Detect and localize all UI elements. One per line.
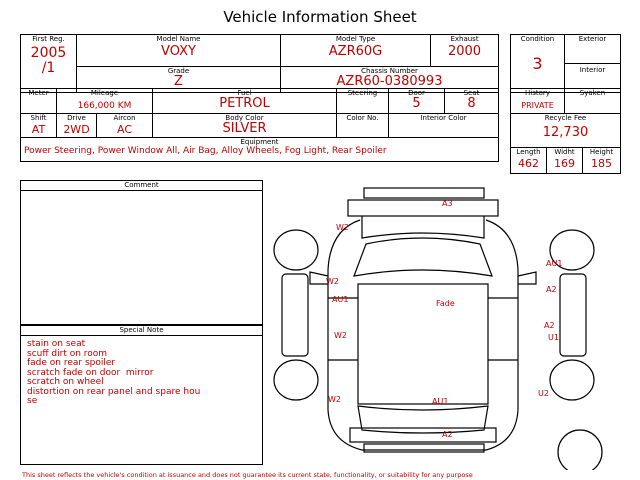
mileage-value: 166,000 KM xyxy=(77,101,132,111)
shift-value: AT xyxy=(31,123,46,136)
damage-mark: AU1 xyxy=(546,259,563,268)
comment-text xyxy=(21,191,262,199)
vehicle-spec-table xyxy=(20,88,499,162)
history-value: PRIVATE xyxy=(521,101,554,110)
vehicle-id-table xyxy=(20,34,499,93)
exhaust-cell xyxy=(431,35,499,67)
shift-label: Shift xyxy=(30,114,47,122)
recycle-label: Recycle Fee xyxy=(544,114,587,122)
seat-cell xyxy=(445,89,499,114)
left-side-panel xyxy=(282,274,308,356)
exterior-label: Exterior xyxy=(578,35,607,43)
equipment-cell xyxy=(21,138,499,162)
wheel-front-left xyxy=(274,230,318,270)
page-title: Vehicle Information Sheet xyxy=(223,8,417,26)
body-outline xyxy=(328,220,518,450)
interior-color-label: Interior Color xyxy=(420,114,467,122)
length-label: Length xyxy=(516,148,541,156)
condition-table xyxy=(510,34,621,93)
condition-cell xyxy=(511,35,565,93)
damage-mark: AU1 xyxy=(332,295,349,304)
condition-value: 3 xyxy=(532,54,543,73)
damage-mark: A2 xyxy=(544,321,555,330)
comment-box xyxy=(20,180,263,325)
model-type-label: Model Type xyxy=(335,35,376,43)
rear-window xyxy=(358,406,488,433)
drive-value: 2WD xyxy=(63,123,90,136)
height-label: Height xyxy=(589,148,614,156)
history-table xyxy=(510,88,621,148)
equipment-value: Power Steering, Power Window All, Air Bag, Alloy Wheels, Fog Light, Rear Spoiler xyxy=(24,146,387,156)
comment-label: Comment xyxy=(21,181,262,191)
special-note-label: Special Note xyxy=(21,326,262,336)
left-door-lines xyxy=(328,298,358,360)
drive-label: Drive xyxy=(67,114,86,122)
spare-tire xyxy=(558,430,602,470)
rear-panel xyxy=(350,428,496,442)
windshield xyxy=(354,238,492,276)
aircon-label: Aircon xyxy=(113,114,136,122)
right-mirror xyxy=(518,272,536,284)
steering-cell xyxy=(337,89,389,114)
height-cell xyxy=(583,148,621,174)
fuel-label: Fuel xyxy=(237,89,252,97)
damage-mark: W2 xyxy=(326,277,339,286)
shift-cell xyxy=(21,114,57,138)
seat-label: Seat xyxy=(463,89,480,97)
door-value: 5 xyxy=(412,96,421,111)
width-label: Widht xyxy=(554,148,575,156)
steering-label: Steering xyxy=(347,89,378,97)
width-value: 169 xyxy=(554,157,575,170)
height-value: 185 xyxy=(591,157,612,170)
right-side-panel xyxy=(560,274,586,356)
damage-mark: A2 xyxy=(546,285,557,294)
grade-label: Grade xyxy=(167,67,190,75)
damage-mark: W2 xyxy=(336,223,349,232)
fuel-cell xyxy=(153,89,337,114)
exhaust-value: 2000 xyxy=(447,44,482,59)
model-name-cell xyxy=(77,35,281,67)
first-reg-value: 2005 /1 xyxy=(30,45,67,76)
damage-mark: U1 xyxy=(548,333,559,342)
color-no-cell xyxy=(337,114,389,138)
recycle-cell xyxy=(511,114,621,148)
meter-cell xyxy=(21,89,57,114)
condition-label: Condition xyxy=(520,35,555,43)
model-name-value: VOXY xyxy=(161,44,196,59)
damage-mark: A3 xyxy=(442,199,453,208)
damage-mark: A2 xyxy=(442,430,453,439)
grade-value: Z xyxy=(174,74,183,89)
damage-mark: U2 xyxy=(538,389,549,398)
damage-mark: W2 xyxy=(328,395,341,404)
first-reg-cell xyxy=(21,35,77,93)
body-color-cell xyxy=(153,114,337,138)
width-cell xyxy=(547,148,583,174)
exhaust-label: Exhaust xyxy=(450,35,479,43)
body-color-label: Body Color xyxy=(225,114,264,122)
length-cell xyxy=(511,148,547,174)
seat-value: 8 xyxy=(467,96,476,111)
front-grille xyxy=(348,200,498,216)
aircon-value: AC xyxy=(116,123,132,136)
door-label: Door xyxy=(408,89,425,97)
right-door-lines xyxy=(488,298,518,360)
model-name-label: Model Name xyxy=(156,35,201,43)
color-no-label: Color No. xyxy=(346,114,379,122)
history-cell xyxy=(511,89,565,114)
syaken-label: Syaken xyxy=(579,89,606,97)
front-bumper xyxy=(364,188,484,198)
fuel-value: PETROL xyxy=(219,96,270,111)
dimensions-table xyxy=(510,147,621,174)
mileage-cell xyxy=(57,89,153,114)
special-note-box xyxy=(20,325,263,465)
wheel-rear-left xyxy=(274,360,318,400)
mileage-label: Mileage xyxy=(90,89,119,97)
meter-label: Meter xyxy=(28,89,49,97)
chassis-value: AZR60-0380993 xyxy=(336,74,443,89)
car-damage-diagram xyxy=(270,180,615,470)
aircon-cell xyxy=(97,114,153,138)
rear-bumper xyxy=(364,444,484,452)
model-type-cell xyxy=(281,35,431,67)
interior-color-cell xyxy=(389,114,499,138)
history-label: History xyxy=(525,89,550,97)
damage-mark: Fade xyxy=(436,299,455,308)
interior-label: Interior xyxy=(579,66,606,74)
exterior-cell xyxy=(565,35,621,64)
hood xyxy=(362,216,484,238)
equipment-label: Equipment xyxy=(240,138,279,146)
disclaimer-footer: This sheet reflects the vehicle's condition at issuance and does not guarantee its current state, functionality, or suitability for any purpose xyxy=(22,471,473,479)
recycle-value: 12,730 xyxy=(542,125,589,140)
damage-mark: AU1 xyxy=(432,397,449,406)
drive-cell xyxy=(57,114,97,138)
model-type-value: AZR60G xyxy=(328,44,383,59)
wheel-rear-right xyxy=(550,360,594,400)
chassis-label: Chassis Number xyxy=(361,67,418,75)
special-note-text: stain on seat scuff dirt on room fade on rear spoiler scratch fade on door mirror scratch on wheel distortion on rear panel and spare hou se xyxy=(27,339,201,406)
length-value: 462 xyxy=(518,157,539,170)
first-reg-label: First Reg. xyxy=(32,35,65,43)
damage-mark: W2 xyxy=(334,331,347,340)
syaken-cell xyxy=(565,89,621,114)
door-cell xyxy=(389,89,445,114)
body-color-value: SILVER xyxy=(222,121,267,136)
roof xyxy=(358,284,488,404)
